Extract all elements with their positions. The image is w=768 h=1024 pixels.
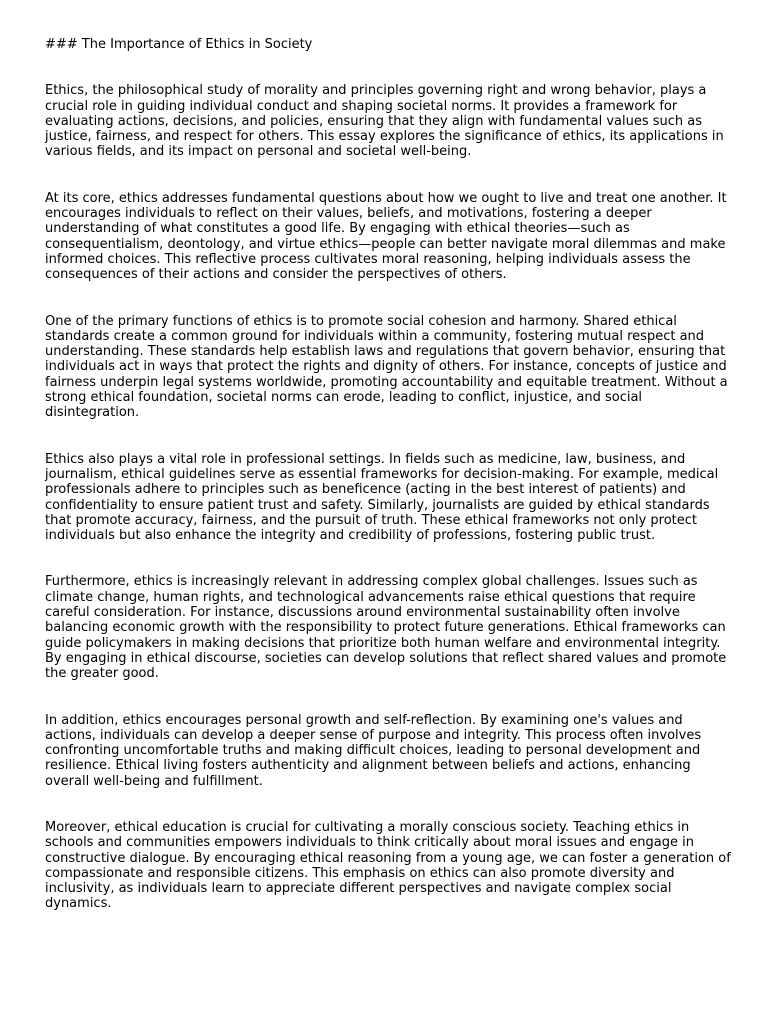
document-heading: ### The Importance of Ethics in Society [45,37,313,52]
paragraph-3: One of the primary functions of ethics is to promote social cohesion and harmony. Shared ethical standards create a common ground for individuals within a community, fostering mutual respect and understanding. These standards help establish laws and regulations that govern behavior, ensuring that individuals act in ways that protect the rights and dignity of others. For instance, concepts of justice and fairness underpin legal systems worldwide, promoting accountability and equitable treatment. Without a strong ethical foundation, societal norms can erode, leading to conflict, injustice, and social disintegration. [45,313,728,421]
paragraph-2: At its core, ethics addresses fundamental questions about how we ought to live and treat one another. It encourages individuals to reflect on their values, beliefs, and motivations, fostering a deeper understanding of what constitutes a good life. By engaging with ethical theories—such as consequentialism, deontology, and virtue ethics—people can better navigate moral dilemmas and make informed choices. This reflective process cultivates moral reasoning, helping individuals assess the consequences of their actions and consider the perspectives of others. [45,190,727,283]
paragraph-6: In addition, ethics encourages personal growth and self-reflection. By examining one's values and actions, individuals can develop a deeper sense of purpose and integrity. This process often involves confronting uncomfortable truths and making difficult choices, leading to personal development and resilience. Ethical living fosters authenticity and alignment between beliefs and actions, enhancing overall well-being and fulfillment. [45,712,702,789]
paragraph-7: Moreover, ethical education is crucial for cultivating a morally conscious society. Teaching ethics in schools and communities empowers individuals to think critically about moral issues and engage in constructive dialogue. By encouraging ethical reasoning from a young age, we can foster a generation of compassionate and responsible citizens. This emphasis on ethics can also promote diversity and inclusivity, as individuals learn to appreciate different perspectives and navigate complex social dynamics. [45,819,731,912]
paragraph-5: Furthermore, ethics is increasingly relevant in addressing complex global challenges. Issues such as climate change, human rights, and technological advancements raise ethical questions that require careful consideration. For instance, discussions around environmental sustainability often involve balancing economic growth with the responsibility to protect future generations. Ethical frameworks can guide policymakers in making decisions that prioritize both human welfare and environmental integrity. By engaging in ethical discourse, societies can develop solutions that reflect shared values and promote the greater good. [45,574,727,682]
paragraph-4: Ethics also plays a vital role in professional settings. In fields such as medicine, law, business, and journalism, ethical guidelines serve as essential frameworks for decision-making. For example, medical professionals adhere to principles such as beneficence (acting in the best interest of patients) and confidentiality to ensure patient trust and safety. Similarly, journalists are guided by ethical standards that promote accuracy, fairness, and the pursuit of truth. These ethical frameworks not only protect individuals but also enhance the integrity and credibility of professions, fostering public trust. [45,451,719,544]
paragraph-1: Ethics, the philosophical study of morality and principles governing right and wrong behavior, plays a crucial role in guiding individual conduct and shaping societal norms. It provides a framework for evaluating actions, decisions, and policies, ensuring that they align with fundamental values such as justice, fairness, and respect for others. This essay explores the significance of ethics, its applications in various fields, and its impact on personal and societal well-being. [45,83,724,160]
document-page [45,37,735,943]
